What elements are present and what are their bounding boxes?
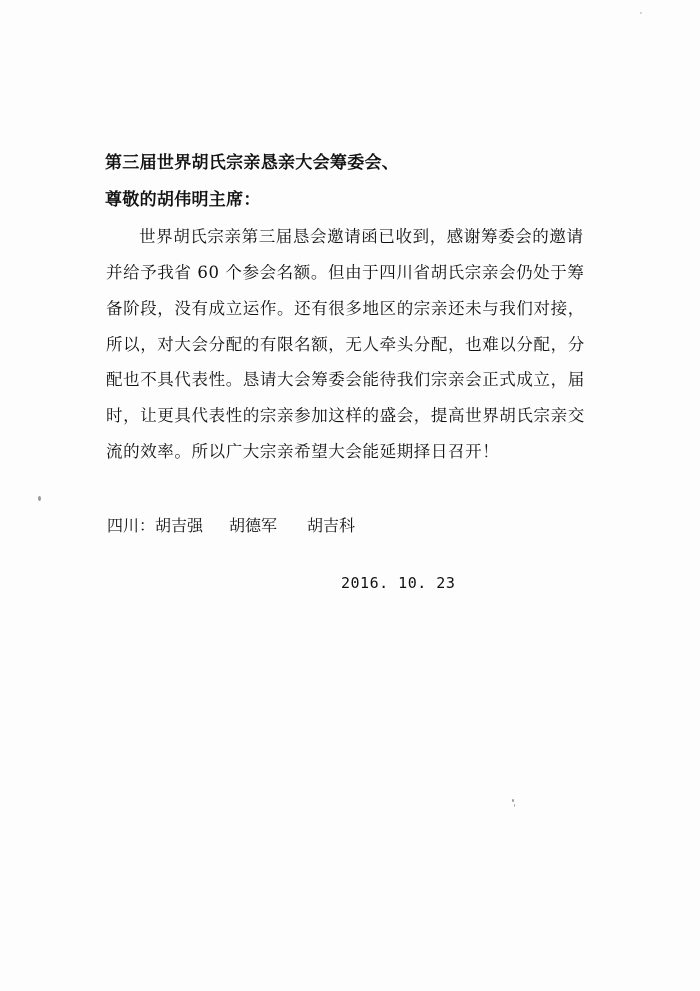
body-line: 备阶段，没有成立运作。还有很多地区的宗亲还未与我们对接， <box>106 299 585 318</box>
signer-name: 胡吉科 <box>307 516 356 535</box>
signer-name: 胡吉强 <box>155 516 204 535</box>
addressee-committee: 第三届世界胡氏宗亲恳亲大会筹委会、 <box>105 153 400 173</box>
scan-speck <box>512 799 514 802</box>
signature-line <box>107 513 355 536</box>
scan-speck <box>514 804 515 807</box>
scan-speck <box>640 12 642 14</box>
body-line: 流的效率。所以广大宗亲希望大会能延期择日召开！ <box>106 442 500 461</box>
body-line: 并给予我省 60 个参会名额。但由于四川省胡氏宗亲会仍处于筹 <box>106 263 585 282</box>
body-line: 世界胡氏宗亲第三届恳会邀请函已收到，感谢筹委会的邀请 <box>139 227 584 246</box>
addressee-chairman: 尊敬的胡伟明主席： <box>105 190 261 210</box>
scan-speck <box>38 496 41 501</box>
body-line: 配也不具代表性。恳请大会筹委会能待我们宗亲会正式成立，届 <box>106 370 585 389</box>
letter-date: 2016. 10. 23 <box>341 574 456 592</box>
signers-region-label: 四川： <box>107 516 156 535</box>
body-line: 时，让更具代表性的宗亲参加这样的盛会，提高世界胡氏宗亲交 <box>106 406 585 425</box>
body-line: 所以，对大会分配的有限名额，无人牵头分配，也难以分配，分 <box>106 335 585 354</box>
signer-name: 胡德军 <box>229 516 278 535</box>
